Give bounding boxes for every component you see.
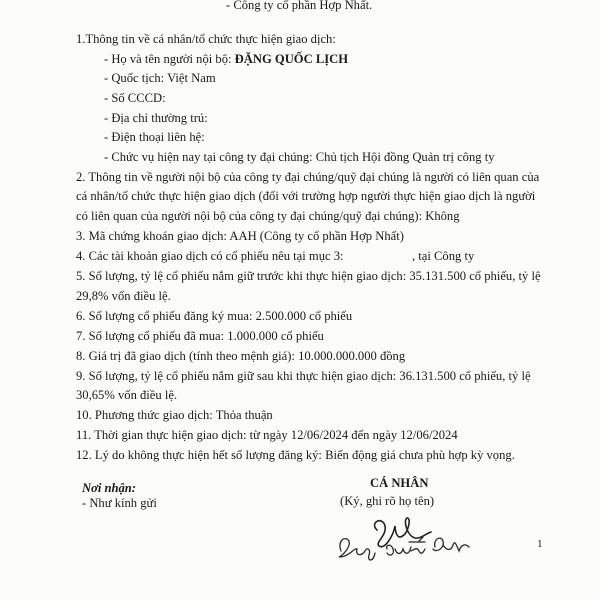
section12: 12. Lý do không thực hiện hết số lượng đăng ký: Biến động giá chưa phù hợp kỳ vọng. bbox=[76, 448, 515, 462]
section5-line1: 5. Số lượng, tỷ lệ cổ phiếu nắm giữ trước khi thực hiện giao dịch: 35.131.500 cổ phiếu, tỷ lệ bbox=[76, 269, 541, 283]
header-line: - Công ty cổ phần Hợp Nhất. bbox=[226, 0, 373, 12]
section10: 10. Phương thức giao dịch: Thỏa thuận bbox=[76, 408, 273, 422]
position: - Chức vụ hiện nay tại công ty đại chúng: Chủ tịch Hội đồng Quản trị công ty bbox=[104, 150, 495, 164]
section4-left: 4. Các tài khoản giao dịch có cổ phiếu nêu tại mục 3: bbox=[76, 249, 344, 263]
recipient-item: - Như kính gửi bbox=[82, 496, 157, 510]
signer-subtitle: (Ký, ghi rõ họ tên) bbox=[340, 494, 435, 508]
address: - Địa chỉ thường trú: bbox=[104, 111, 208, 125]
phone: - Điện thoại liên hệ: bbox=[104, 130, 205, 144]
section9-line1: 9. Số lượng, tỷ lệ cổ phiếu nắm giữ sau khi thực hiện giao dịch: 36.131.500 cổ phiếu, tỷ lệ bbox=[76, 369, 531, 383]
section11: 11. Thời gian thực hiện giao dịch: từ ngày 12/06/2024 đến ngày 12/06/2024 bbox=[76, 428, 458, 442]
section1-title: 1.Thông tin về cá nhân/tổ chức thực hiện giao dịch: bbox=[76, 32, 336, 46]
section6: 6. Số lượng cổ phiếu đăng ký mua: 2.500.000 cổ phiếu bbox=[76, 309, 353, 323]
section2-line1: 2. Thông tin về người nội bộ của công ty đại chúng/quỹ đại chúng là người có liên quan của bbox=[76, 170, 540, 184]
insider-name-label: - Họ và tên người nội bộ: bbox=[104, 52, 235, 66]
section3: 3. Mã chứng khoán giao dịch: AAH (Công ty cổ phần Hợp Nhất) bbox=[76, 229, 404, 243]
handwritten-name bbox=[335, 527, 475, 567]
section4-right: , tại Công ty bbox=[412, 249, 475, 263]
insider-name-value: ĐẶNG QUỐC LỊCH bbox=[234, 52, 349, 66]
nationality: - Quốc tịch: Việt Nam bbox=[104, 71, 216, 85]
section9-line2: 30,65% vốn điều lệ. bbox=[76, 388, 178, 402]
recipient-title: Nơi nhận: bbox=[82, 481, 137, 495]
insider-name bbox=[104, 51, 348, 67]
page-number: 1 bbox=[537, 538, 543, 550]
section5-line2: 29,8% vốn điều lệ. bbox=[76, 289, 171, 303]
section2-line2: cá nhân/tổ chức thực hiện giao dịch (đối với trường hợp người thực hiện giao dịch là người bbox=[76, 189, 536, 203]
section8: 8. Giá trị đã giao dịch (tính theo mệnh giá): 10.000.000.000 đồng bbox=[76, 349, 406, 363]
id-card: - Số CCCD: bbox=[104, 91, 166, 105]
section7: 7. Số lượng cổ phiếu đã mua: 1.000.000 cổ phiếu bbox=[76, 329, 324, 343]
section2-line3: có liên quan của người nội bộ của công ty đại chúng/quỹ đại chúng): Không bbox=[76, 209, 460, 223]
signer-title: CÁ NHÂN bbox=[370, 476, 429, 490]
